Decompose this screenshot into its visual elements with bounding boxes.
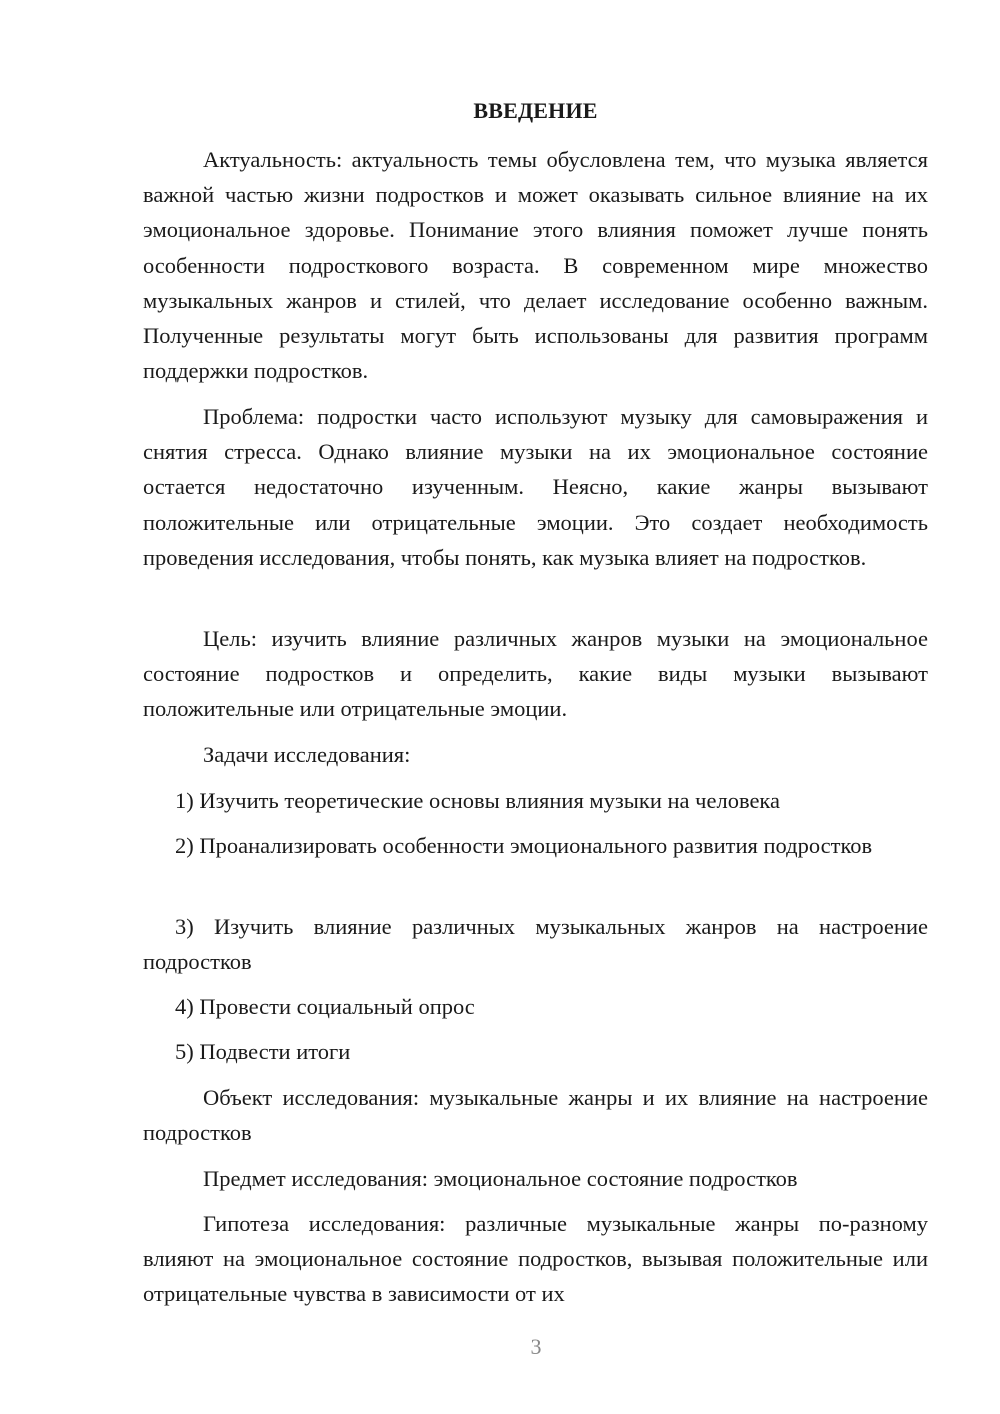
task-item-5: 5) Подвести итоги [175, 1039, 351, 1064]
task-item-4: 4) Провести социальный опрос [175, 994, 475, 1019]
page-number: 3 [530, 1334, 542, 1359]
task-item-3: 3) Изучить влияние различных музыкальных жанров на настроение подростков [143, 914, 928, 975]
goal-paragraph: Цель: изучить влияние различных жанров музыки на эмоциональное состояние подростков и определить, какие виды музыки вызывают положительные или отрицательные эмоции. [143, 626, 928, 722]
task-item-2: 2) Проанализировать особенности эмоционального развития подростков [175, 833, 873, 858]
relevance-paragraph: Актуальность: актуальность темы обусловлена тем, что музыка является важной частью жизни подростков и может оказывать сильное влияние на их эмоциональное здоровье. Понимание этого влияния поможет лучше понять особенности подросткового возраста. В современном мире множество музыкальных жанров и стилей, что делает исследование особенно важным. Полученные результаты могут быть использованы для развития программ поддержки подростков. [143, 147, 928, 384]
object-paragraph: Объект исследования: музыкальные жанры и их влияние на настроение подростков [143, 1085, 928, 1146]
tasks-heading: Задачи исследования: [203, 742, 411, 767]
hypothesis-paragraph: Гипотеза исследования: различные музыкальные жанры по-разному влияют на эмоциональное состояние подростков, вызывая положительные или отрицательные чувства в зависимости от их [143, 1211, 928, 1307]
task-item-1: 1) Изучить теоретические основы влияния музыки на человека [175, 788, 781, 813]
section-title: ВВЕДЕНИЕ [473, 98, 598, 123]
problem-paragraph: Проблема: подростки часто используют музыку для самовыражения и снятия стресса. Однако влияние музыки на их эмоциональное состояние остается недостаточно изученным. Неясно, какие жанры вызывают положительные или отрицательные эмоции. Это создает необходимость проведения исследования, чтобы понять, как музыка влияет на подростков. [143, 404, 928, 570]
subject-paragraph: Предмет исследования: эмоциональное состояние подростков [203, 1166, 798, 1191]
